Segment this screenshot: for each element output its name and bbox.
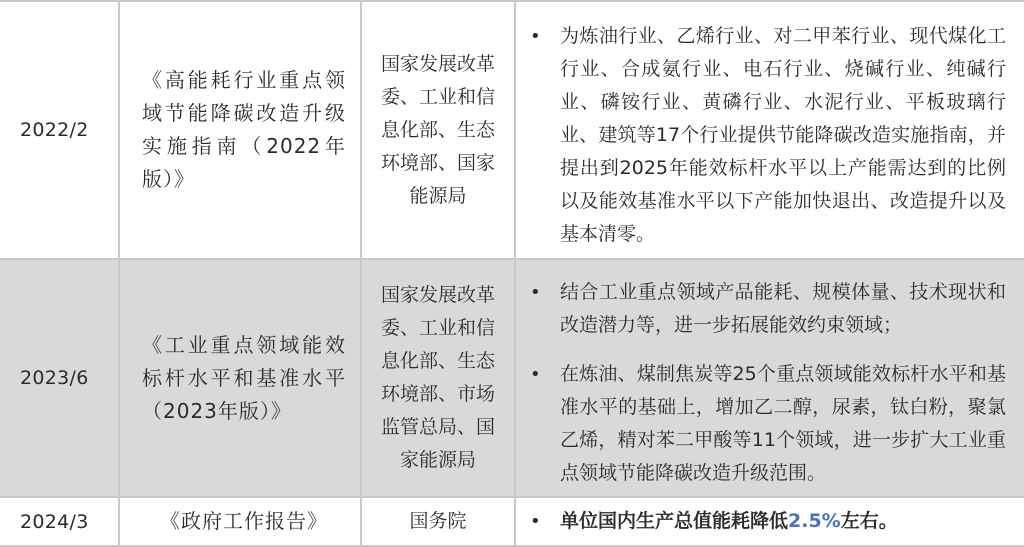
description-cell [514, 260, 1024, 496]
highlight-value: 2.5% [788, 510, 841, 532]
bullet-icon: • [530, 511, 541, 532]
description-cell [514, 498, 1024, 545]
bullet-text: 在炼油、煤制焦炭等25个重点领域能效标杆水平和基准水平的基础上，增加乙二醇，尿素，钛白粉，聚氯乙烯，精对苯二甲酸等11个领域，进一步扩大工业重点领域节能降碳改造升级范围。 [560, 363, 1006, 484]
policy-title-cell: 《工业重点领域能效标杆水平和基准水平（2023年版）》 [118, 260, 360, 496]
policy-title-cell: 《政府工作报告》 [118, 498, 360, 545]
bullet-item [530, 20, 1006, 251]
description-cell [514, 2, 1024, 258]
bullet-icon: • [530, 364, 541, 385]
bullet-text [560, 505, 1006, 538]
bullet-text-pre: 单位国内生产总值能耗降低 [560, 510, 789, 532]
bullet-item [530, 358, 1006, 490]
table-row [0, 260, 1024, 498]
table-row [0, 498, 1024, 547]
issuing-org-cell: 国务院 [360, 498, 514, 545]
bullet-icon: • [530, 282, 541, 303]
date-cell: 2024/3 [20, 510, 89, 533]
bullet-text: 结合工业重点领域产品能耗、规模体量、技术现状和改造潜力等，进一步拓展能效约束领域； [560, 281, 1006, 336]
bullet-icon: • [530, 26, 541, 47]
policy-title-cell: 《高能耗行业重点领域节能降碳改造升级实施指南（2022年版）》 [118, 2, 360, 258]
bullet-text: 为炼油行业、乙烯行业、对二甲苯行业、现代煤化工行业、合成氨行业、电石行业、烧碱行业、纯碱行业、磷铵行业、黄磷行业、水泥行业、平板玻璃行业、建筑等17个行业提供节能降碳改造实施指南，并提出到2025年能效标杆水平以上产能需达到的比例以及能效基准水平以下产能加快退出、改造提升以及基本清零。 [560, 25, 1006, 245]
bullet-item [530, 276, 1006, 342]
date-cell: 2022/2 [20, 119, 89, 141]
bullet-item [530, 505, 1006, 538]
date-cell: 2023/6 [20, 367, 89, 389]
issuing-org-cell: 国家发展改革委、工业和信息化部、生态环境部、国家能源局 [360, 2, 514, 258]
bullet-text-post: 左右。 [840, 510, 898, 532]
issuing-org-cell: 国家发展改革委、工业和信息化部、生态环境部、市场监管总局、国家能源局 [360, 260, 514, 496]
table-row [0, 2, 1024, 260]
